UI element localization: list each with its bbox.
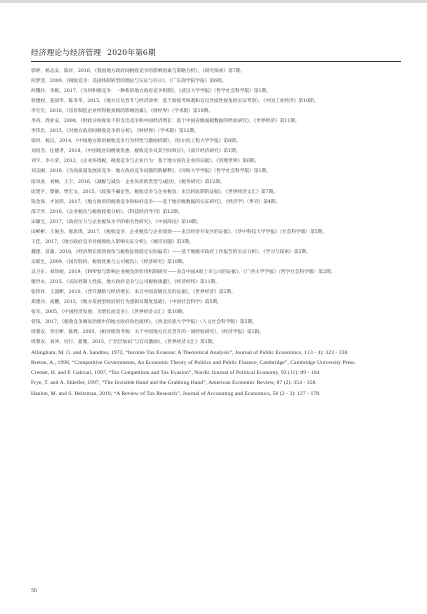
reference-item: Cremer, H. and F. Gahvari, 1997, “Tax Competition and Tax Evasion”, Nordic Journal of Political Economy, 93 (11): 89 - 104. (31, 370, 321, 377)
reference-item: 宋颖宝，2017，《政府压力与企业税负水平的相关性研究》，《中国商论》第10期。 (31, 219, 202, 225)
reference-item: 魏建、苗蒲，2018，《经济增长绩效视角与税收征收稳定实际偏差》——基于地级市政府工作报告的实证分析》，《学习与探索》第3期。 (31, 249, 311, 255)
reference-item: 蒋德权、姜国华、陈冬华，2015，《地方官员晋升与经济效率：基于政绩考核观和官员异质性视角的实证考察》，《中国工业经济》第10期。 (31, 99, 319, 105)
reference-item: 曾钱，2017，《税收竞争阀易治理中的地方政府角色演绎》，《西北民族大学学报》（人文社会科学版）第5期。 (31, 320, 257, 326)
reference-item: 钱金保、才国伟，2017，《地方政府的税收竞争和标杆竞争——基于地市级数据的实证研究》，《经济学》（季刊）第4期。 (31, 199, 281, 205)
reference-item: 刘志刚，2016，《为高质量发展而竞争：地方政府竞争问题的新解释》，《河海大学学报》（哲学社会科学版）第1期。 (31, 169, 271, 175)
reference-item: 庞凤喜、刘畅、王丰，2016，《减税与减负：企业负担的类型与成因》，《税务研究》第12期。 (31, 179, 225, 185)
reference-item: Breton, A., 1998, “Competitive Governments, An Economic Theory of Politics and Public Finance, Cambridge”, Cambridge University Press. (31, 360, 357, 367)
reference-item: 张炜祥、王譞彬，2010，《晋升激励与经济增长：来自中国省级官员的证据》，《世界经济》第2期。 (31, 290, 236, 296)
issue-label: 2020年第6期 (107, 48, 156, 57)
reference-item: 吴卫东、刘珍妮，2019，《PPP参与影响企业税负的作用机制研究——来自中国A股上市公司的证据》，《广西大学学报》（哲学社会科学版）第2期。 (31, 269, 336, 275)
running-header (31, 47, 401, 58)
reference-item: 谢世永，2015，《实际控制人性质、地方政府竞争与公司税收规避》，《经济经纬》第11期。 (31, 279, 220, 285)
reference-item: 庞建平、黎静、贾宏文，2015，《政策不确定性、税收竞争与企业税负：来自转轨期的证据》，《世界经济文汇》第7期。 (31, 189, 278, 195)
reference-item: 李涛、周业安，2008，《财政分权视角下的支出竞争和中国经济增长：基于中国省级面板数据的经验研究》，《世界经济》第11期。 (31, 119, 300, 125)
reference-item: 何魏玲、李妮，2017，《为何积极竞争：一种新的地方政府竞争机制》，《武汉大学学报》（哲学社会科学版）第1期。 (31, 89, 271, 95)
reference-item: 王佳，2017，《地方政府竞争对税收收入影响实证分析》，《城市问题》第3期。 (31, 239, 194, 245)
reference-item: 吴联生，2009，《国有股权、税收优惠与公司税负》，《经济研究》第10期。 (31, 259, 188, 265)
page-number: 56 (31, 588, 37, 594)
reference-item: 田彬彬、王俊杰、邢思琪，2017，《税收竞争、企业税负与企业绩效——来自经济开发区的证据》，《华中科技大学学报》（社会科学版）第5期。 (31, 229, 328, 235)
reference-item: 周黎安、刘冲、厉行、翟雅，2015，《“层层加码”与官员激励》，《世界经济文汇》第1期。 (31, 340, 218, 346)
reference-item: 郑建功、高鹏，2012，《地方发展型政府的行为逻辑及制度基础》，《中国社会科学》第5期。 (31, 300, 222, 306)
reference-item: 刘清杰、任德孝，2018，《中国地区间税收优惠、税收竞争及其空间效应》，《南开经济研究》第1期。 (31, 149, 241, 155)
reference-item: Frye, T. and A. Shleifer, 1997, “The Invisible Hand and the Grabbing Hand”, American Economic Review, 87 (2): 354 - 358. (31, 380, 317, 387)
reference-item: 邵丰华、2016，《企业税负与税收政策分析》，《科技经济导刊》第12期。 (31, 209, 183, 215)
reference-item: 郭婷、杨志安、陈祥，2016，《我国地方政府间税收竞争的影响因素与策略分析》，《研究探索》第7期。 (31, 69, 246, 74)
reference-list (31, 67, 403, 399)
reference-item: Allingham, M. G. and A. Sandmo, 1972, “Income Tax Evasion: A Theoretical Analysis”, Journal of Public Economics, 1 (3 - 4): 323 - 338. (31, 350, 349, 357)
reference-item: Hanlon, M. and S. Heitzman, 2010, “A Review of Tax Research”, Journal of Accounting and Economics, 50 (2 - 3): 127 - 178. (31, 390, 321, 397)
reference-item: 张军，2005，《中国经济发展：为增长而竞争》，《世界经济文汇》第10期。 (31, 310, 188, 316)
journal-title: 经济理论与经济管理 (31, 48, 102, 57)
reference-item: 周黎安、李宏彬、陈烨，2005，《相对绩效考核：关于中国地方官员晋升的一项经验研究》，《经济学报》第1辑。 (31, 330, 264, 336)
reference-item: 梁河、杨汉，2014，《中国地方政府税收竞争行为特性与激励机制》，《哈尔滨工程大学学报》第8期。 (31, 139, 241, 145)
reference-item: 何梦莹，2009，《税收竞争：美国体制转型的理论与实证与启示》，《广东商学院学报》第6期。 (31, 79, 227, 85)
reference-item: 刘宇、李小荣，2012，《企业环境税、税收竞争与企业行为：基于地方国有企业的证据》，《管理世界》第6期。 (31, 159, 260, 165)
top-border (0, 0, 427, 3)
reference-item: 李宏宏，2016，《房价制造企业所得税真相的影响因素》，《财经界》（学术版）第10期。 (31, 109, 213, 115)
reference-item: 李伟忠，2015，《对地方政府间税收竞争的分析》，《财经界》（学术版）第12期。 (31, 129, 199, 135)
header-rule (31, 61, 401, 62)
